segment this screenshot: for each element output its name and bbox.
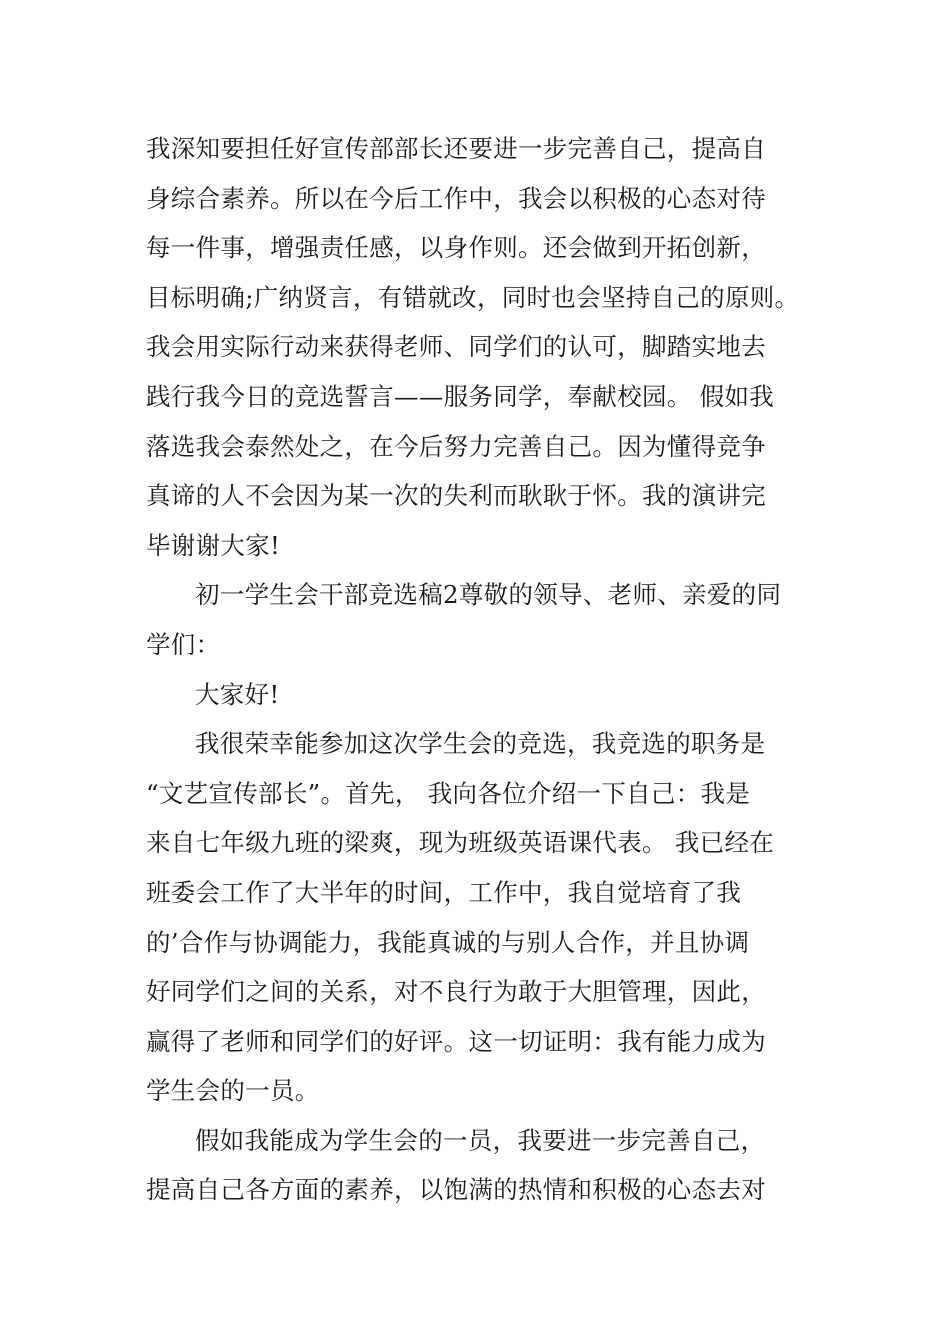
text-line: 假如我能成为学生会的一员，我要进一步完善自己，	[195, 1125, 766, 1155]
text-line: 赢得了老师和同学们的好评。这一切证明：我有能力成为	[146, 1026, 766, 1056]
text-line: 学生会的一员。	[146, 1076, 320, 1106]
text-line: 的’合作与协调能力，我能真诚的与别人合作，并且协调	[146, 927, 750, 957]
text-line: 我很荣幸能参加这次学生会的竞选，我竞选的职务是	[195, 729, 766, 759]
text-line: 提高自己各方面的素养，以饱满的热情和积极的心态去对	[146, 1175, 766, 1205]
text-line: 大家好!	[195, 679, 280, 709]
text-line: 好同学们之间的关系，对不良行为敢于大胆管理，因此，	[146, 977, 766, 1007]
text-line: “文艺宣传部长”。首先， 我向各位介绍一下自己：我是	[146, 778, 751, 808]
text-line: 落选我会泰然处之，在今后努力完善自己。因为懂得竞争	[146, 431, 766, 461]
text-line: 践行我今日的竞选誓言——服务同学，奉献校园。 假如我	[146, 381, 775, 411]
text-line: 学们：	[146, 629, 221, 659]
text-line: 我深知要担任好宣传部部长还要进一步完善自己，提高自	[146, 134, 766, 163]
text-line: 毕谢谢大家!	[146, 530, 281, 560]
text-line: 来自七年级九班的梁爽，现为班级英语课代表。 我已经在	[146, 828, 775, 858]
text-line: 每一件事，增强责任感，以身作则。还会做到开拓创新，	[146, 233, 766, 263]
text-line: 初一学生会干部竞选稿2尊敬的领导、老师、亲爱的同	[195, 580, 782, 610]
text-line: 身综合素养。所以在今后工作中，我会以积极的心态对待	[146, 183, 766, 213]
document-body	[146, 124, 826, 1215]
text-line: 我会用实际行动来获得老师、同学们的认可，脚踏实地去	[146, 332, 766, 362]
text-line: 真谛的人不会因为某一次的失利而耿耿于怀。我的演讲完	[146, 481, 766, 511]
text-line: 目标明确;广纳贤言，有错就改，同时也会坚持自己的原则。	[146, 282, 800, 312]
text-line: 班委会工作了大半年的时间，工作中，我自觉培育了我	[146, 877, 742, 907]
